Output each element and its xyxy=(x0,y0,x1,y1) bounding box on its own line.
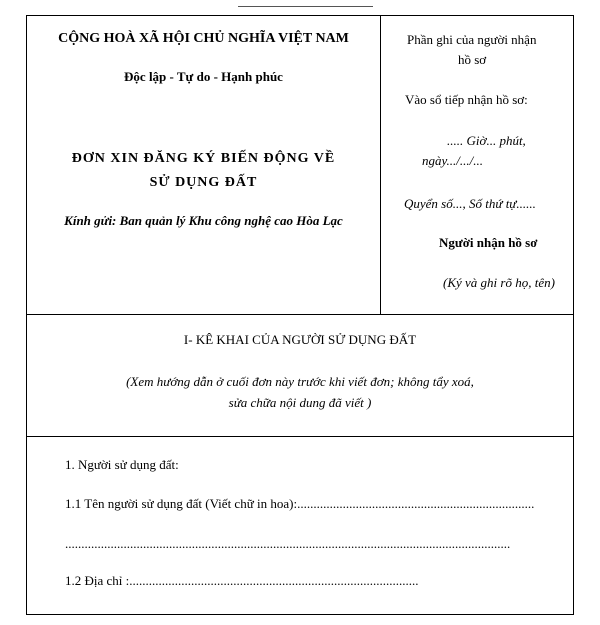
form-title-line2: SỬ DỤNG ĐẤT xyxy=(149,175,258,190)
instruction-line1: (Xem hướng dẫn ở cuối đơn này trước khi viết đơn; không tẩy xoá, xyxy=(126,374,474,389)
column-divider xyxy=(380,16,381,314)
sign-hint: (Ký và ghi rõ họ, tên) xyxy=(443,275,555,290)
nation-heading: CỘNG HOÀ XÃ HỘI CHỦ NGHĨA VIỆT NAM xyxy=(58,31,349,46)
receipt-logbook: Vào sổ tiếp nhận hồ sơ: xyxy=(405,92,528,107)
section-divider-top xyxy=(27,314,573,315)
form-frame xyxy=(26,15,574,615)
land-user-label: 1. Người sử dụng đất: xyxy=(65,457,179,472)
section-heading: I- KÊ KHAI CỦA NGƯỜI SỬ DỤNG ĐẤT xyxy=(183,332,417,347)
land-user-name-field[interactable]: 1.1 Tên người sử dụng đất (Viết chữ in hoa):......................................................................... xyxy=(65,496,535,511)
address-field[interactable]: 1.2 Địa chỉ :......................................................................................... xyxy=(65,573,419,588)
receipt-note-line1: Phần ghi của người nhận xyxy=(407,32,537,47)
top-rule xyxy=(238,6,373,7)
instruction-line2: sửa chữa nội dung đã viết ) xyxy=(228,395,372,410)
land-user-name-continuation[interactable]: ......................................................................................................................................... xyxy=(65,536,511,551)
section-divider-bottom xyxy=(27,436,573,437)
receipt-time: ..... Giờ... phút, xyxy=(447,133,526,148)
receipt-note-line2: hồ sơ xyxy=(458,52,487,67)
receipt-book: Quyển số..., Số thứ tự...... xyxy=(404,196,536,211)
form-title-line1: ĐƠN XIN ĐĂNG KÝ BIẾN ĐỘNG VỀ xyxy=(71,151,336,166)
receiver-label: Người nhận hồ sơ xyxy=(439,235,538,250)
addressee: Kính gửi: Ban quản lý Khu công nghệ cao Hòa Lạc xyxy=(64,213,343,228)
receipt-date: ngày.../.../... xyxy=(422,153,484,168)
motto: Độc lập - Tự do - Hạnh phúc xyxy=(124,69,283,84)
